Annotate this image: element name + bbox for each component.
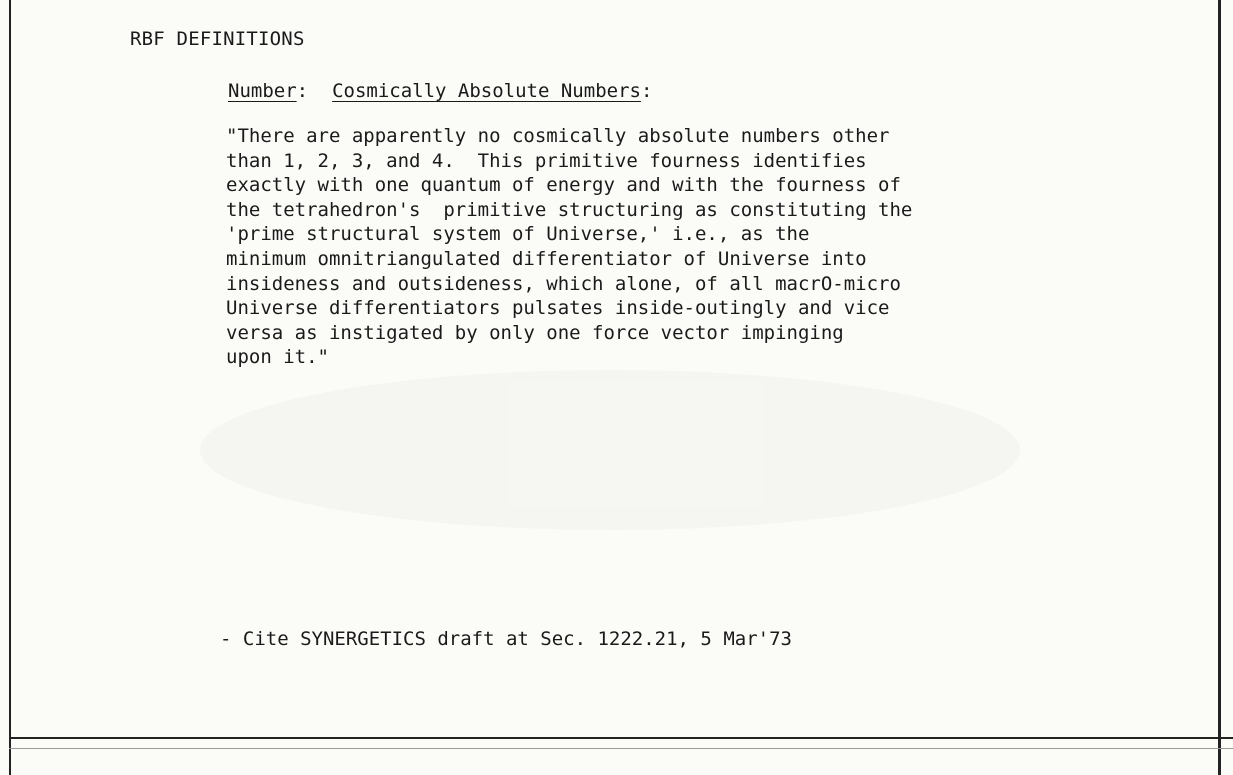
quote-line: than 1, 2, 3, and 4. This primitive fourness identifies xyxy=(226,149,867,172)
citation: - Cite SYNERGETICS draft at Sec. 1222.21, 5 Mar'73 xyxy=(220,628,792,650)
quote-line: "There are apparently no cosmically absolute numbers other xyxy=(226,125,890,147)
quote-line: minimum omnitriangulated differentiator of Universe into xyxy=(226,247,867,270)
quote-line: upon it." xyxy=(226,346,329,369)
heading-subject: Cosmically Absolute Numbers xyxy=(332,80,641,102)
scan-smudge xyxy=(200,370,1020,530)
heading-term: Number xyxy=(228,80,297,102)
card-left-border xyxy=(9,0,11,775)
quote-line: insideness and outsideness, which alone, of all macrO-micro xyxy=(226,272,901,295)
definition-heading xyxy=(228,80,652,102)
heading-colon: : xyxy=(296,80,309,102)
quote-line: Universe differentiators pulsates inside-outingly and vice xyxy=(226,297,890,320)
quote-line: 'prime structural system of Universe,' i.e., as the xyxy=(226,223,810,246)
card-right-border xyxy=(1218,0,1221,775)
quote-line: the tetrahedron's primitive structuring as constituting the xyxy=(226,198,913,221)
card-header: RBF DEFINITIONS xyxy=(130,28,305,50)
definition-quote xyxy=(226,124,1126,370)
card-bottom-border xyxy=(9,737,1233,739)
quote-line: exactly with one quantum of energy and with the fourness of xyxy=(226,174,901,197)
quote-line: versa as instigated by only one force vector impinging xyxy=(226,321,844,344)
card-bottom-edge xyxy=(9,748,1233,749)
heading-subject-colon: : xyxy=(640,80,653,102)
